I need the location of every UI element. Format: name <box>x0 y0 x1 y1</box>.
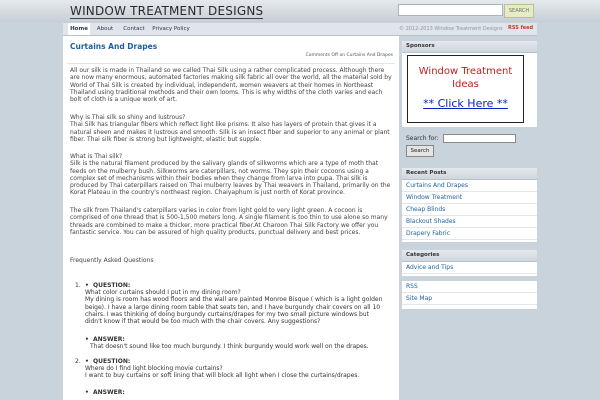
header-search-button[interactable]: SEARCH <box>504 4 534 18</box>
header-search-input[interactable] <box>398 4 503 16</box>
ad-click-here-link[interactable]: ** Click Here ** <box>423 97 508 110</box>
sidebar-search-button[interactable]: Search <box>406 145 434 157</box>
category-link[interactable]: Advice and Tips <box>402 262 537 274</box>
categories-title: Categories <box>402 250 537 262</box>
answer-shiny: Thai Silk has triangular fibers which reflect light like prisms. It also has layers of protein that gives it a natural sheen and makes it lustrous and smooth. Silk is an insect fiber and superior to any animal or plant fiber. Thai silk fiber is strong but lightweight, elastic but supple. <box>70 121 390 143</box>
answer-label: ANSWER: <box>93 389 125 396</box>
para-intro: All our silk is made in Thailand so we called Thai Silk using a rather complicated process. Although there are now many enormous, automated factories making silk fabric all over the world, all the material sold by World of Thai Silk is created by individual, independent, women weavers at their homes in Northeast Thailand using traditional methods and their own looms. This is why widths of the cloth varies and each bolt of cloth is a unique work of art. <box>70 67 392 104</box>
nav-about[interactable]: About <box>96 26 114 32</box>
faq-answer-2: • ANSWER: <box>85 389 125 396</box>
sidebar <box>402 36 537 400</box>
meta-widget <box>402 281 537 309</box>
post-title[interactable]: Curtains And Drapes <box>70 42 158 51</box>
para-last: The silk from Thailand's caterpillars varies in color from light gold to very light green. A cocoon is comprised of one thread that is 500-1,500 meters long. A single filament is too thin to use alone so many threads are combined to make a thicker, more practical fiber.At Charoon Thai Silk Factory we offer you fantastic service. You can be assured of high quality products, punctual delivery and best prices. <box>70 207 388 236</box>
rss-link[interactable]: RSS <box>402 281 537 293</box>
rss-feed-link[interactable]: RSS feed <box>508 25 534 31</box>
recent-posts-widget <box>402 168 537 242</box>
question-label: QUESTION: <box>93 358 131 365</box>
main-nav <box>63 23 537 36</box>
question-text: Where do I find light blocking movie curtains? I want to buy curtains or soft lining that will block all light when I close the curtains/drapes. <box>85 365 360 380</box>
faq-number: 2. <box>75 358 81 365</box>
sponsors-title: Sponsors <box>402 41 537 53</box>
question-label: QUESTION: <box>93 282 131 289</box>
search-widget <box>402 133 537 161</box>
intro-paragraph <box>70 67 392 103</box>
question-what: What is Thai silk? <box>70 153 123 160</box>
sidebar-search-input[interactable] <box>443 134 516 143</box>
sponsor-ad[interactable] <box>407 55 524 123</box>
recent-post-link[interactable]: Cheap Blinds <box>402 204 537 216</box>
recent-posts-title: Recent Posts <box>402 168 537 180</box>
silk-paragraph <box>70 207 392 236</box>
sponsors-widget <box>402 41 537 127</box>
question-text: What color curtains should I put in my dining room? My dining is room has wood floors and the wall are painted Monroe Bisque ( which is a light golden beige). I have a large dining room table that seats ten, and I have burgundy chair covers on all 10 chairs. I was thinking of doing burgundy curtains/drapes for my two small picture windows but didn't know if that would be too much with the chair covers. Any suggestions? <box>85 289 383 326</box>
recent-post-link[interactable]: Drapery Fabric <box>402 228 537 240</box>
answer-text: That doesn't sound like too much burgundy. I think burgundy would work well on the drapes. <box>90 343 369 351</box>
shiny-section <box>70 114 392 143</box>
nav-privacy-policy[interactable]: Privacy Policy <box>152 26 190 32</box>
recent-post-link[interactable]: Blackout Shades <box>402 216 537 228</box>
comments-off-text: Comments Off on Curtains And Drapes <box>305 53 393 58</box>
categories-widget <box>402 250 537 276</box>
copyright-text: © 2012-2013 Window Treatment Designs <box>399 26 503 32</box>
recent-post-link[interactable]: Curtains And Drapes <box>402 180 537 192</box>
question-shiny: Why is Thai silk so shiny and lustrous? <box>70 114 186 121</box>
answer-what: Silk is the natural filament produced by the salivary glands of silkworms which are a type of moth that feeds on the mulberry bush. Silkworms are caterpillars, not worms. They spin their cocoons using a complex set of mechanisms within their bodies when they change from larva into pupa. Thai silk is produced by Thai caterpillars raised on Thai mulberry leaves by Thai weavers in Thailand, primarily on the Korat Plateau in the country's northeast region. Chaiyaphum is just north of Korat province. <box>70 160 391 197</box>
post-content <box>63 36 399 400</box>
faq-number: 1. <box>75 282 81 289</box>
ad-title[interactable]: Window Treatment Ideas <box>418 66 513 90</box>
nav-contact[interactable]: Contact <box>123 26 145 32</box>
faq-answer-1: • ANSWER: That doesn't sound like too much burgundy. I think burgundy would work well on the drapes. <box>85 336 383 350</box>
faq-question-1: 1. • QUESTION: What color curtains should I put in my dining room? My dining is room has wood floors and the wall are painted Monroe Bisque ( which is a light golden beige). I have a large dining room table that seats ten, and I have burgundy chair covers on all 10 chairs. I was thinking of doing burgundy curtains/drapes for my two small picture windows but didn't know if that would be too much with the chair covers. Any suggestions? <box>75 282 387 325</box>
post-divider <box>67 63 395 64</box>
faq-question-2: 2. • QUESTION: Where do I find light blocking movie curtains? I want to buy curtains or soft lining that will block all light when I close the curtains/drapes. <box>75 358 387 380</box>
answer-label: ANSWER: <box>93 336 125 343</box>
what-section <box>70 153 392 197</box>
nav-home[interactable]: Home <box>68 23 90 35</box>
search-label: Search for: <box>406 135 439 142</box>
site-map-link[interactable]: Site Map <box>402 293 537 305</box>
top-bar <box>0 0 600 22</box>
site-title[interactable]: WINDOW TREATMENT DESIGNS <box>70 4 264 18</box>
faq-heading: Frequently Asked Questions <box>70 257 154 264</box>
recent-post-link[interactable]: Window Treatment <box>402 192 537 204</box>
